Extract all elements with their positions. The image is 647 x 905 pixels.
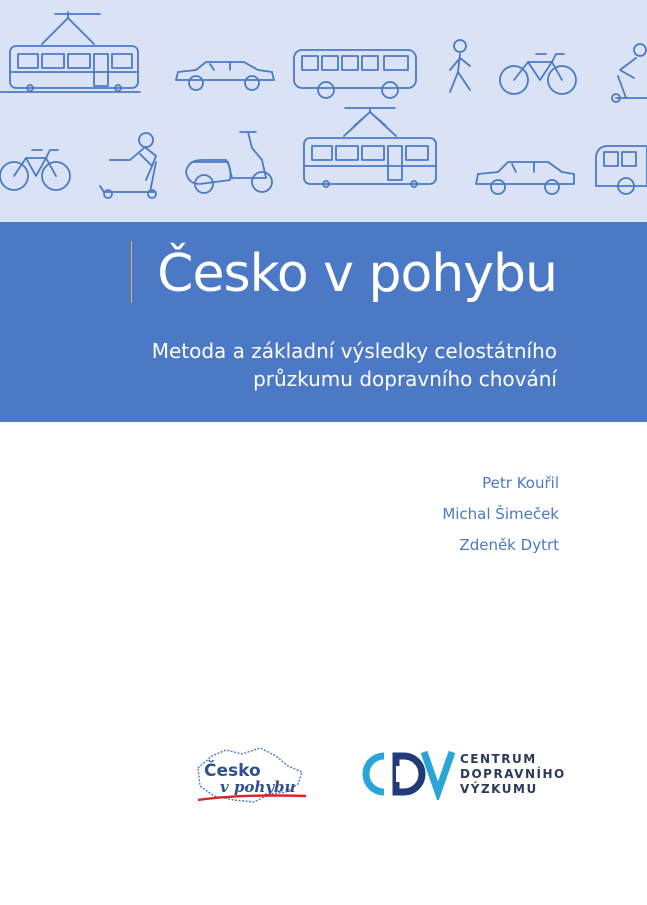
- project-logo-word1: Česko: [204, 761, 261, 781]
- subtitle-line-1: Metoda a základní výsledky celostátního: [151, 339, 557, 363]
- motor-scooter-icon: [186, 132, 272, 193]
- tram-icon: [304, 108, 436, 187]
- author-name: Petr Kouřil: [482, 474, 559, 492]
- transport-illustration: [0, 0, 647, 222]
- cover-title: Česko v pohybu: [157, 244, 557, 304]
- project-logo-word2: v pohybu: [220, 778, 296, 796]
- scooter-rider-icon: [612, 44, 647, 102]
- cdv-logo-text: [460, 752, 566, 797]
- cover-subtitle: [152, 337, 557, 393]
- bicycle-icon: [0, 150, 70, 190]
- project-logo: [190, 742, 310, 808]
- author-name: Michal Šimeček: [442, 505, 559, 523]
- title-accent-line: [131, 241, 132, 303]
- bicycle-icon: [500, 54, 576, 94]
- cdv-line-3: VÝZKUMU: [460, 782, 538, 796]
- van-icon: [596, 146, 647, 194]
- author-name: Zdeněk Dytrt: [459, 536, 559, 554]
- car-icon: [476, 162, 574, 194]
- tram-icon: [0, 12, 140, 92]
- cdv-line-1: CENTRUM: [460, 752, 537, 766]
- author-list: [442, 470, 559, 563]
- car-icon: [176, 62, 274, 90]
- scooter-rider-icon: [100, 133, 156, 198]
- cdv-line-2: DOPRAVNÍHO: [460, 767, 566, 781]
- pedestrian-icon: [450, 40, 470, 92]
- bus-icon: [294, 50, 416, 98]
- subtitle-line-2: průzkumu dopravního chování: [253, 367, 557, 391]
